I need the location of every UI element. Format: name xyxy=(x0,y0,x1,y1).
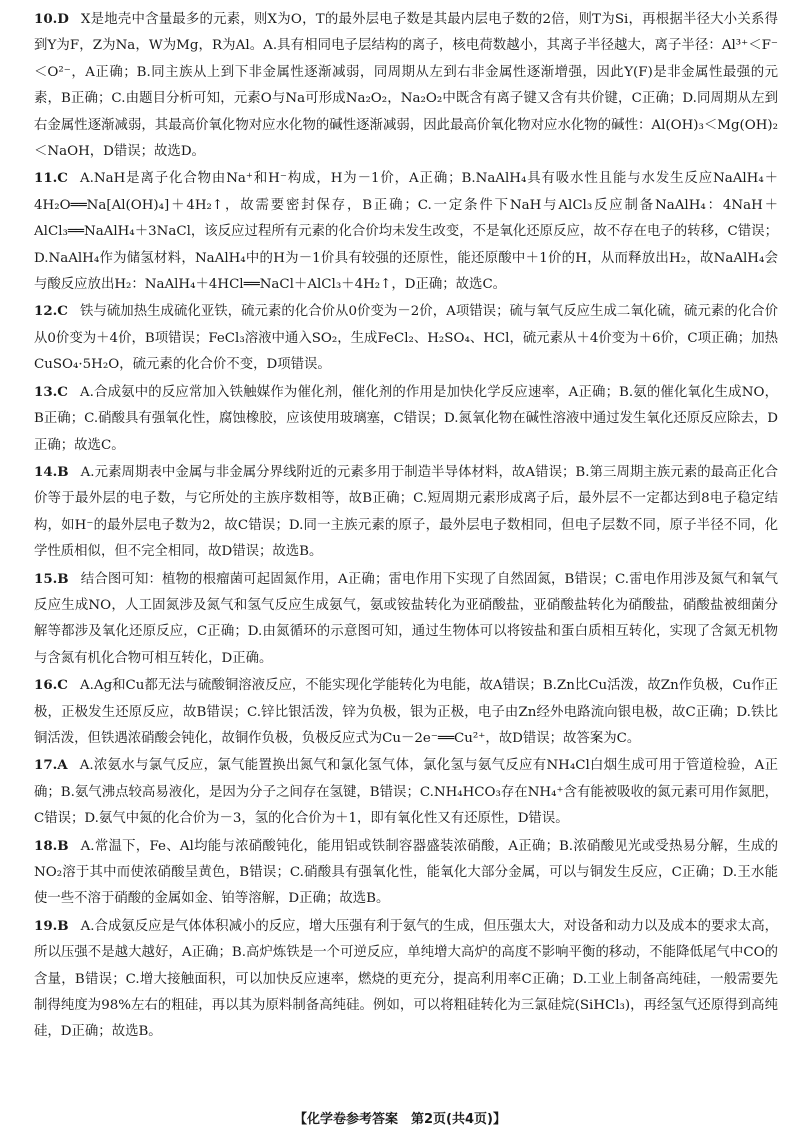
question-number: 13. xyxy=(34,383,58,400)
question-number: 19. xyxy=(34,917,58,934)
question-number: 18. xyxy=(34,837,58,854)
answer-explanation: A.浓氨水与氯气反应，氯气能置换出氮气和氯化氢气体，氯化氢与氨气反应有NH₄Cl白烟生成可用于管道检验，A正确；B.氨气沸点较高易液化，是因为分子之间存在氢键，B错误；C.NH₄HCO₃存在NH₄⁺含有能被吸收的氮元素可用作氮肥，C错误；D.氨气中氮的化合价为－3，氢的化合价为＋1，即有氧化性又有还原性，D错误。 xyxy=(34,758,778,827)
answer-list xyxy=(34,6,778,1046)
answer-item-15 xyxy=(34,566,778,673)
answer-choice: B xyxy=(57,570,69,587)
answer-choice: D xyxy=(57,11,69,27)
answer-item-19 xyxy=(34,913,778,1046)
answer-item-12 xyxy=(34,298,778,378)
answer-choice: C xyxy=(57,170,68,187)
answer-choice: C xyxy=(57,677,68,694)
answer-choice: C xyxy=(57,303,68,320)
question-number: 10. xyxy=(34,11,58,27)
answer-explanation: A.常温下，Fe、Al均能与浓硝酸钝化，能用铝或铁制容器盛装浓硝酸，A正确；B.浓硝酸见光或受热易分解，生成的NO₂溶于其中而使浓硝酸呈黄色，B错误；C.硝酸具有强氧化性，能氧化大部分金属，可以与铜发生反应，C正确；D.王水能使一些不溶于硝酸的金属如金、铂等溶解，D正确；故选B。 xyxy=(34,838,778,907)
answer-explanation: 结合图可知：植物的根瘤菌可起固氮作用，A正确；雷电作用下实现了自然固氮，B错误；C.雷电作用涉及氮气和氧气反应生成NO，人工固氮涉及氮气和氢气反应生成氨气，氨或铵盐转化为亚硝酸盐，亚硝酸盐转化为硝酸盐，硝酸盐被细菌分解等都涉及氧化还原反应，C正确；D.由氮循环的示意图可知，通过生物体可以将铵盐和蛋白质相互转化，实现了含氮无机物与含氮有机化合物可相互转化，D正确。 xyxy=(34,571,778,666)
answer-item-16 xyxy=(34,672,778,752)
answer-explanation: A.NaH是离子化合物由Na⁺和H⁻构成，H为－1价，A正确；B.NaAlH₄具有吸水性且能与水发生反应NaAlH₄＋4H₂O══Na[Al(OH)₄]＋4H₂↑，故需要密封保存，B正确；C.一定条件下NaH与AlCl₃反应制备NaAlH₄：4NaH＋AlCl₃══NaAlH₄＋3NaCl，该反应过程所有元素的化合价均未发生改变，不是氧化还原反应，故不存在电子的转移，C错误；D.NaAlH₄作为储氢材料，NaAlH₄中的H为－1价具有较强的还原性，能还原酸中＋1价的H，从而释放出H₂，故NaAlH₄会与酸反应放出H₂：NaAlH₄＋4HCl══NaCl＋AlCl₃＋4H₂↑，D正确；故选C。 xyxy=(34,171,778,293)
answer-choice: B xyxy=(57,917,69,934)
answer-choice: B xyxy=(57,463,69,480)
answer-item-17 xyxy=(34,752,778,832)
answer-explanation: X是地壳中含量最多的元素，则X为O，T的最外层电子数是其最内层电子数的2倍，则T为Si，再根据半径大小关系得到Y为F，Z为Na，W为Mg，R为Al。A.具有相同电子层结构的离子，核电荷数越小，其离子半径越大，离子半径：Al³⁺＜F⁻＜O²⁻，A正确；B.同主族从上到下非金属性逐渐减弱，同周期从左到右非金属性逐渐增强，因此Y(F)是非金属性最强的元素，B正确；C.由题目分析可知，元素O与Na可形成Na₂O₂，Na₂O₂中既含有离子键又含有共价键，C正确；D.同周期从左到右金属性逐渐减弱，其最高价氧化物对应水化物的碱性逐渐减弱，因此最高价氧化物对应水化物的碱性：Al(OH)₃＜Mg(OH)₂＜NaOH，D错误；故选D。 xyxy=(34,12,778,160)
answer-item-11 xyxy=(34,165,778,298)
question-number: 14. xyxy=(34,463,58,480)
question-number: 12. xyxy=(34,303,58,320)
answer-item-13 xyxy=(34,379,778,459)
answer-explanation: A.Ag和Cu都无法与硫酸铜溶液反应，不能实现化学能转化为电能，故A错误；B.Zn比Cu活泼，故Zn作负极，Cu作正极，正极发生还原反应，故B错误；C.锌比银活泼，锌为负极，银为正极，电子由Zn经外电路流向银电极，故C正确；D.铁比铜活泼，但铁遇浓硝酸会钝化，故铜作负极，负极反应式为Cu－2e⁻══Cu²⁺，故D错误；故答案为C。 xyxy=(34,678,778,746)
answer-choice: C xyxy=(57,383,68,400)
answer-explanation: A.元素周期表中金属与非金属分界线附近的元素多用于制造半导体材料，故A错误；B.第三周期主族元素的最高正化合价等于最外层的电子数，与它所处的主族序数相等，故B正确；C.短周期元素形成离子后，最外层不一定都达到8电子稳定结构，如H⁻的最外层电子数为2，故C错误；D.同一主族元素的原子，最外层电子数相同，但电子层数不同，原子半径不同，化学性质相似，但不完全相同，故D错误；故选B。 xyxy=(34,464,778,560)
question-number: 11. xyxy=(34,170,58,187)
answer-choice: B xyxy=(57,837,69,854)
answer-item-14 xyxy=(34,459,778,566)
question-number: 15. xyxy=(34,570,58,587)
question-number: 16. xyxy=(34,677,58,694)
answer-explanation: 铁与硫加热生成硫化亚铁，硫元素的化合价从0价变为－2价，A项错误；硫与氧气反应生成二氧化硫，硫元素的化合价从0价变为＋4价，B项错误；FeCl₃溶液中通入SO₂，生成FeCl₂、H₂SO₄、HCl，硫元素从＋4价变为＋6价，C项正确；加热CuSO₄·5H₂O，硫元素的化合价不变，D项错误。 xyxy=(34,304,778,373)
answer-explanation: A.合成氨反应是气体体积减小的反应，增大压强有利于氨气的生成，但压强太大，对设备和动力以及成本的要求太高，所以压强不是越大越好，A正确；B.高炉炼铁是一个可逆反应，单纯增大高炉的高度不影响平衡的移动，不能降低尾气中CO的含量，B错误；C.增大接触面积，可以加快反应速率，燃烧的更充分，提高利用率C正确；D.工业上制备高纯硅，一般需要先制得纯度为98%左右的粗硅，再以其为原料制备高纯硅。例如，可以将粗硅转化为三氯硅烷(SiHCl₃)，再经氢气还原得到高纯硅，D正确；故选B。 xyxy=(34,918,778,1040)
answer-explanation: A.合成氨中的反应常加入铁触媒作为催化剂，催化剂的作用是加快化学反应速率，A正确；B.氨的催化氧化生成NO，B正确；C.硝酸具有强氧化性，腐蚀橡胶，应该使用玻璃塞，C错误；D.氮氧化物在碱性溶液中通过发生氧化还原反应除去，D正确；故选C。 xyxy=(34,384,778,453)
answer-item-10 xyxy=(34,6,778,165)
page-footer: 【化学卷参考答案 第2页(共4页)】 xyxy=(294,1112,506,1127)
question-number: 17. xyxy=(34,757,58,774)
answer-item-18 xyxy=(34,833,778,913)
answer-choice: A xyxy=(57,757,68,774)
